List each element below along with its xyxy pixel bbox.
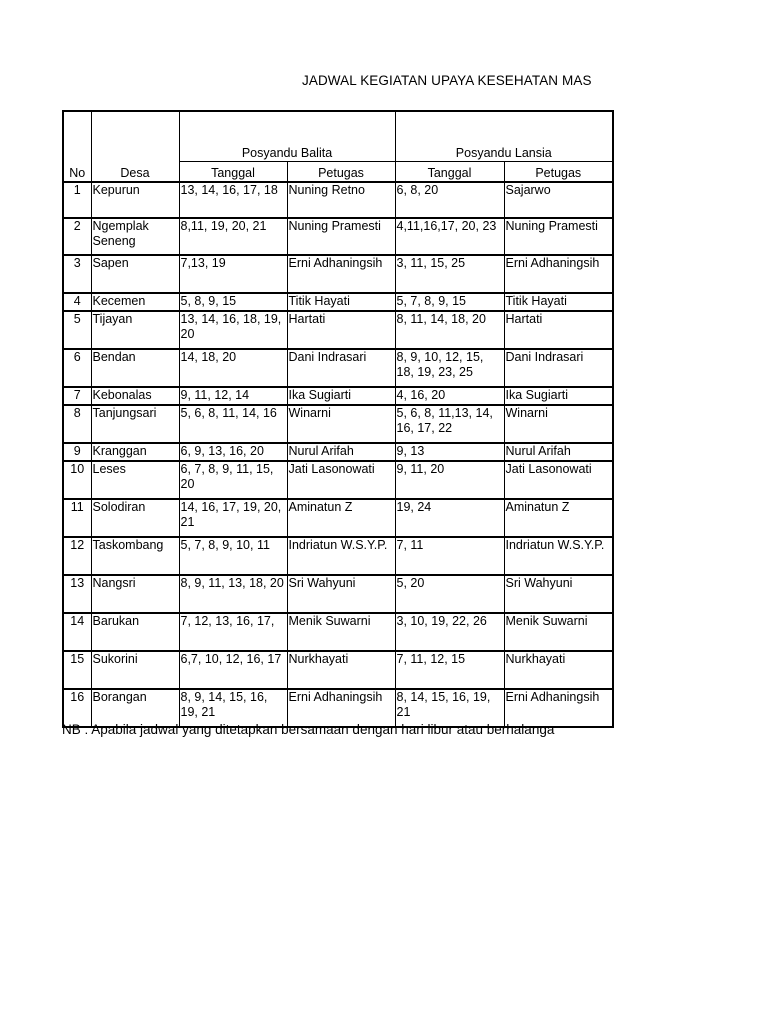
row-desa: Kepurun [91,182,179,218]
header-row-sub [63,162,613,182]
table-row [63,405,613,443]
row-petugas-lansia: Aminatun Z [504,499,613,537]
row-petugas-lansia: Erni Adhaningsih [504,689,613,727]
row-desa: Barukan [91,613,179,651]
table-row [63,349,613,387]
header-posyandu-lansia: Posyandu Lansia [395,146,613,162]
table-row [63,255,613,293]
row-no: 16 [63,689,91,727]
row-tanggal-balita: 5, 8, 9, 15 [179,293,287,311]
row-petugas-balita: Nuning Pramesti [287,218,395,255]
table-row [63,499,613,537]
row-desa: Tijayan [91,311,179,349]
row-petugas-lansia: Ika Sugiarti [504,387,613,405]
row-tanggal-balita: 13, 14, 16, 18, 19, 20 [179,311,287,349]
table-row [63,461,613,499]
row-petugas-balita: Nurul Arifah [287,443,395,461]
row-no: 7 [63,387,91,405]
row-petugas-balita: Hartati [287,311,395,349]
table-row [63,218,613,255]
row-petugas-lansia: Erni Adhaningsih [504,255,613,293]
row-desa: Nangsri [91,575,179,613]
row-petugas-lansia: Sajarwo [504,182,613,218]
row-petugas-balita: Winarni [287,405,395,443]
row-tanggal-lansia: 3, 11, 15, 25 [395,255,504,293]
row-petugas-balita: Sri Wahyuni [287,575,395,613]
table-row [63,293,613,311]
row-tanggal-lansia: 9, 11, 20 [395,461,504,499]
row-no: 5 [63,311,91,349]
row-no: 13 [63,575,91,613]
table-row [63,575,613,613]
row-petugas-lansia: Nurkhayati [504,651,613,689]
row-tanggal-lansia: 19, 24 [395,499,504,537]
header-petugas-lansia: Petugas [504,162,613,182]
row-tanggal-balita: 6, 9, 13, 16, 20 [179,443,287,461]
row-petugas-lansia: Titik Hayati [504,293,613,311]
table-row [63,387,613,405]
row-tanggal-balita: 13, 14, 16, 17, 18 [179,182,287,218]
row-desa: Bendan [91,349,179,387]
row-desa: Solodiran [91,499,179,537]
row-no: 11 [63,499,91,537]
row-no: 9 [63,443,91,461]
row-no: 8 [63,405,91,443]
table-row [63,613,613,651]
row-tanggal-lansia: 8, 11, 14, 18, 20 [395,311,504,349]
row-tanggal-lansia: 5, 7, 8, 9, 15 [395,293,504,311]
row-petugas-lansia: Dani Indrasari [504,349,613,387]
row-tanggal-balita: 7, 12, 13, 16, 17, [179,613,287,651]
row-petugas-lansia: Nuning Pramesti [504,218,613,255]
row-tanggal-balita: 8, 9, 14, 15, 16, 19, 21 [179,689,287,727]
footnote: NB : Apabila jadwal yang ditetapkan bersamaan dengan hari libur atau berhalanga [62,722,555,737]
row-tanggal-lansia: 8, 9, 10, 12, 15, 18, 19, 23, 25 [395,349,504,387]
row-tanggal-lansia: 6, 8, 20 [395,182,504,218]
header-petugas-balita: Petugas [287,162,395,182]
row-no: 4 [63,293,91,311]
row-desa: Leses [91,461,179,499]
row-desa: Kebonalas [91,387,179,405]
row-tanggal-balita: 8,11, 19, 20, 21 [179,218,287,255]
row-no: 3 [63,255,91,293]
row-no: 10 [63,461,91,499]
row-tanggal-lansia: 5, 20 [395,575,504,613]
header-desa-blank [91,111,179,162]
table-row [63,651,613,689]
row-tanggal-balita: 5, 6, 8, 11, 14, 16 [179,405,287,443]
row-tanggal-balita: 14, 16, 17, 19, 20, 21 [179,499,287,537]
table-row [63,537,613,575]
row-petugas-lansia: Indriatun W.S.Y.P. [504,537,613,575]
row-petugas-balita: Ika Sugiarti [287,387,395,405]
row-petugas-balita: Menik Suwarni [287,613,395,651]
row-petugas-balita: Aminatun Z [287,499,395,537]
row-no: 6 [63,349,91,387]
row-tanggal-lansia: 4, 16, 20 [395,387,504,405]
row-no: 2 [63,218,91,255]
header-posyandu-balita: Posyandu Balita [179,146,395,162]
row-petugas-lansia: Hartati [504,311,613,349]
row-tanggal-balita: 6,7, 10, 12, 16, 17 [179,651,287,689]
row-petugas-balita: Dani Indrasari [287,349,395,387]
row-petugas-lansia: Nurul Arifah [504,443,613,461]
row-no: 1 [63,182,91,218]
row-petugas-lansia: Winarni [504,405,613,443]
row-desa: Kranggan [91,443,179,461]
row-tanggal-lansia: 7, 11 [395,537,504,575]
row-petugas-balita: Nuning Retno [287,182,395,218]
row-tanggal-lansia: 7, 11, 12, 15 [395,651,504,689]
row-desa: Ngemplak Seneng [91,218,179,255]
row-desa: Kecemen [91,293,179,311]
header-no-blank [63,111,91,162]
row-desa: Sapen [91,255,179,293]
row-petugas-balita: Jati Lasonowati [287,461,395,499]
row-desa: Sukorini [91,651,179,689]
row-petugas-balita: Erni Adhaningsih [287,255,395,293]
table-row [63,182,613,218]
row-petugas-balita: Nurkhayati [287,651,395,689]
table-row [63,689,613,727]
header-tanggal-lansia: Tanggal [395,162,504,182]
header-row-top [63,111,613,146]
schedule-table [62,110,614,728]
row-petugas-lansia: Sri Wahyuni [504,575,613,613]
row-petugas-balita: Titik Hayati [287,293,395,311]
document-title: JADWAL KEGIATAN UPAYA KESEHATAN MAS [302,73,592,88]
header-no: No [63,162,91,182]
header-desa: Desa [91,162,179,182]
row-tanggal-balita: 7,13, 19 [179,255,287,293]
row-tanggal-lansia: 5, 6, 8, 11,13, 14, 16, 17, 22 [395,405,504,443]
row-petugas-balita: Erni Adhaningsih [287,689,395,727]
row-tanggal-balita: 14, 18, 20 [179,349,287,387]
row-tanggal-lansia: 3, 10, 19, 22, 26 [395,613,504,651]
row-no: 14 [63,613,91,651]
table-row [63,311,613,349]
row-petugas-lansia: Jati Lasonowati [504,461,613,499]
row-tanggal-balita: 9, 11, 12, 14 [179,387,287,405]
table-row [63,443,613,461]
row-tanggal-lansia: 8, 14, 15, 16, 19, 21 [395,689,504,727]
row-tanggal-balita: 6, 7, 8, 9, 11, 15, 20 [179,461,287,499]
row-petugas-lansia: Menik Suwarni [504,613,613,651]
row-tanggal-balita: 8, 9, 11, 13, 18, 20 [179,575,287,613]
row-tanggal-lansia: 4,11,16,17, 20, 23 [395,218,504,255]
row-tanggal-lansia: 9, 13 [395,443,504,461]
row-desa: Taskombang [91,537,179,575]
row-tanggal-balita: 5, 7, 8, 9, 10, 11 [179,537,287,575]
row-desa: Borangan [91,689,179,727]
header-tanggal-balita: Tanggal [179,162,287,182]
row-no: 12 [63,537,91,575]
row-no: 15 [63,651,91,689]
row-petugas-balita: Indriatun W.S.Y.P. [287,537,395,575]
row-desa: Tanjungsari [91,405,179,443]
